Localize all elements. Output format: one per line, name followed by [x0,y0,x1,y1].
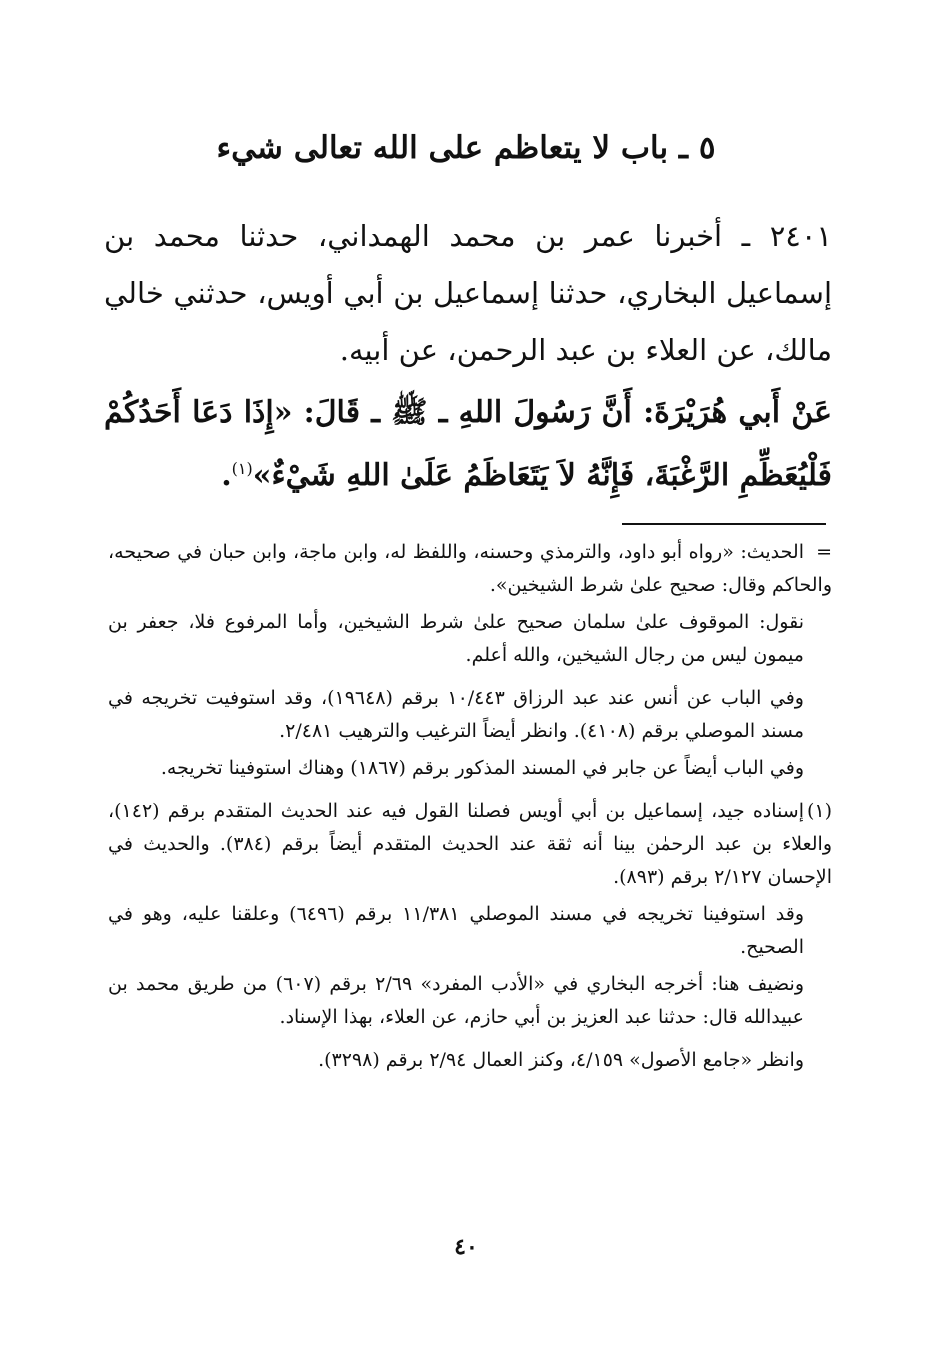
footnote-reference[interactable]: (١) [231,459,253,478]
footnote-paragraph: إسناده جيد، إسماعيل بن أبي أويس فصلنا القول فيه عند الحديث المتقدم برقم (١٤٢)، والعلاء بن عبد الرحمٰن بينا أنه ثقة عند الحديث المتقدم أيضاً برقم (٣٨٤). والحديث في الإحسان ٢/١٢٧ برقم (٨٩٣). [108,800,832,888]
footnote-1-number: (١) [806,800,832,822]
footnote-paragraph: نقول: الموقوف علىٰ سلمان صحيح علىٰ شرط الشيخين، وأما المرفوع فلا، جعفر بن ميمون ليس من رجال الشيخين، والله أعلم. [108,611,804,666]
hadith-matn: عَنْ أَبي هُرَيْرَةَ: أَنَّ رَسُولَ اللهِ ـ ﷺ ـ قَالَ: «إِذَا دَعَا أَحَدُكُمْ فَلْيُعَظِّمِ الرَّغْبَةَ، فَإِنَّهُ لاَ يَتَعَاظَمُ عَلَىٰ اللهِ شَيْءٌ»$^{(١)}$. [104,395,832,493]
chapter-title: ٥ ـ باب لا يتعاظم على الله تعالى شيء [216,130,716,166]
footnote-paragraph: الحديث: «رواه أبو داود، والترمذي وحسنه، واللفظ له، وابن ماجة، وابن حبان في صحيحه، والحاكم وقال: صحيح علىٰ شرط الشيخين». [108,541,832,596]
continuation-marker: = [816,541,832,563]
footnote-paragraph: ونضيف هنا: أخرجه البخاري في «الأدب المفرد» ٢/٦٩ برقم (٦٠٧) من طريق محمد بن عبيدالله قال: حدثنا عبد العزيز بن أبي حازم، عن العلاء، بهذا الإسناد. [108,973,804,1028]
footnote-paragraph: وفي الباب أيضاً عن جابر في المسند المذكور برقم (١٨٦٧) وهناك استوفينا تخريجه. [160,757,804,779]
footnote-paragraph: وفي الباب عن أنس عند عبد الرزاق ١٠/٤٤٣ برقم (١٩٦٤٨)، وقد استوفيت تخريجه في مسند الموصلي برقم (٤١٠٨). وانظر أيضاً الترغيب والترهيب ٢/٤٨١. [108,687,804,742]
footnote-1 [108,795,832,894]
footnote-paragraph: وانظر «جامع الأصول» ٤/١٥٩، وكنز العمال ٢/٩٤ برقم (٣٢٩٨). [318,1049,804,1071]
hadith-matn-text: عَنْ أَبي هُرَيْرَةَ: أَنَّ رَسُولَ اللهِ ـ ﷺ ـ قَالَ: «إِذَا دَعَا أَحَدُكُمْ فَلْيُعَظِّمِ الرَّغْبَةَ، فَإِنَّهُ لاَ يَتَعَاظَمُ عَلَىٰ اللهِ شَيْءٌ» [104,395,832,493]
hadith-isnad: ٢٤٠١ ـ أخبرنا عمر بن محمد الهمداني، حدثنا محمد بن إسماعيل البخاري، حدثنا إسماعيل بن أبي أويس، حدثني خالي مالك، عن العلاء بن عبد الرحمن، عن أبيه. [104,219,832,367]
footnote-continuation-first [108,536,832,602]
footnote-divider [622,523,826,525]
footnote-paragraph: وقد استوفينا تخريجه في مسند الموصلي ١١/٣٨١ برقم (٦٤٩٦) وعلقنا عليه، وهو في الصحيح. [108,903,804,958]
footnotes-section [108,536,832,1081]
page-number: ٤٠ [454,1234,478,1260]
hadith-block [104,208,832,504]
